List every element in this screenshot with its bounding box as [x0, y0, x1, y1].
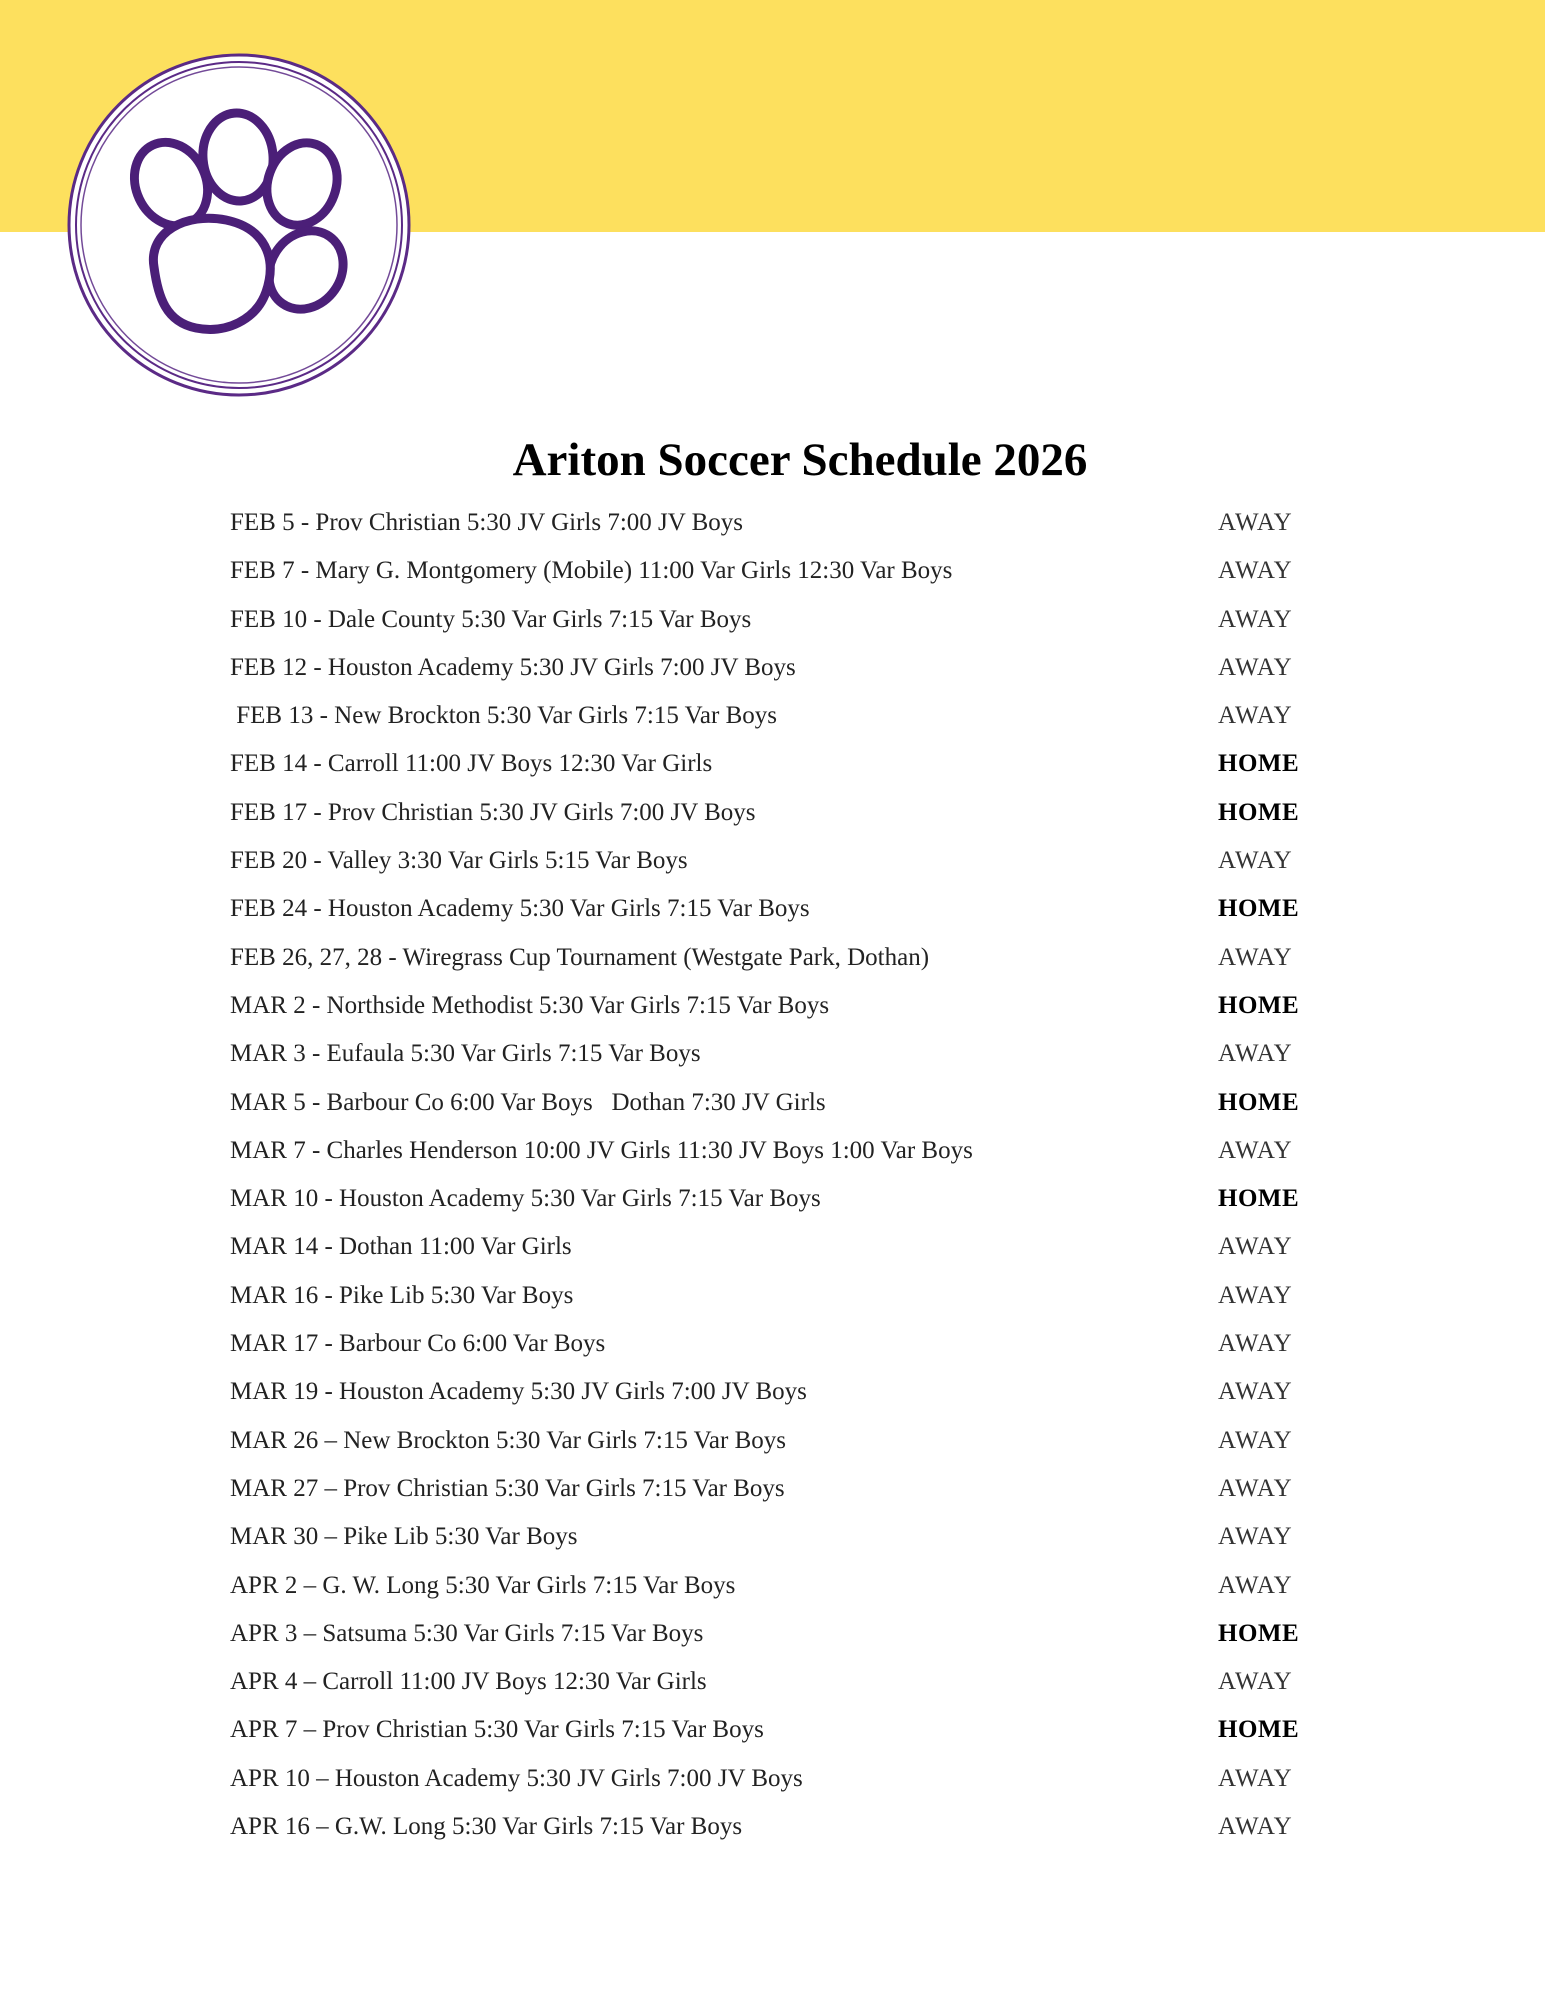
schedule-row — [230, 792, 1370, 840]
game-location: AWAY — [1218, 1668, 1293, 1696]
game-location: AWAY — [1218, 509, 1293, 536]
game-location: AWAY — [1218, 1378, 1293, 1406]
game-description: APR 7 – Prov Christian 5:30 Var Girls 7:15 Var Boys — [230, 1716, 764, 1744]
game-description: FEB 24 - Houston Academy 5:30 Var Girls 7:15 Var Boys — [230, 895, 810, 923]
schedule-row — [230, 1275, 1370, 1323]
game-description: MAR 19 - Houston Academy 5:30 JV Girls 7:00 JV Boys — [230, 1378, 807, 1406]
schedule-row — [230, 1371, 1370, 1419]
schedule-row — [230, 888, 1370, 936]
schedule-row — [230, 1758, 1370, 1806]
game-description: MAR 27 – Prov Christian 5:30 Var Girls 7:15 Var Boys — [230, 1474, 785, 1502]
schedule-row — [230, 1323, 1370, 1371]
schedule-row — [230, 1082, 1370, 1130]
game-location: AWAY — [1218, 1281, 1293, 1309]
game-description: FEB 10 - Dale County 5:30 Var Girls 7:15 Var Boys — [230, 605, 752, 633]
schedule-row — [230, 1033, 1370, 1081]
schedule-row — [230, 550, 1370, 598]
game-description: MAR 26 – New Brockton 5:30 Var Girls 7:15 Var Boys — [230, 1426, 787, 1454]
game-description: MAR 5 - Barbour Co 6:00 Var Boys Dothan 7:30 JV Girls — [230, 1088, 826, 1116]
game-location: AWAY — [1218, 1136, 1293, 1164]
game-description: MAR 17 - Barbour Co 6:00 Var Boys — [230, 1330, 606, 1358]
schedule-row — [230, 743, 1370, 791]
game-location: AWAY — [1218, 1233, 1293, 1261]
game-location: HOME — [1218, 895, 1300, 923]
game-description: MAR 30 – Pike Lib 5:30 Var Boys — [230, 1523, 578, 1551]
schedule-row — [230, 1178, 1370, 1226]
game-location: HOME — [1218, 1619, 1300, 1647]
game-description: FEB 14 - Carroll 11:00 JV Boys 12:30 Var Girls — [230, 750, 713, 778]
schedule-row — [230, 1420, 1370, 1468]
game-location: HOME — [1218, 991, 1300, 1019]
game-description: APR 4 – Carroll 11:00 JV Boys 12:30 Var Girls — [230, 1668, 707, 1696]
game-description: APR 16 – G.W. Long 5:30 Var Girls 7:15 Var Boys — [230, 1813, 743, 1841]
schedule-row — [230, 1226, 1370, 1274]
schedule-row — [230, 840, 1370, 888]
game-location: AWAY — [1218, 1474, 1293, 1502]
game-description: FEB 7 - Mary G. Montgomery (Mobile) 11:00 Var Girls 12:30 Var Boys — [230, 557, 953, 585]
schedule-row — [230, 1613, 1370, 1661]
game-description: MAR 3 - Eufaula 5:30 Var Girls 7:15 Var Boys — [230, 1040, 701, 1068]
schedule-row — [230, 1709, 1370, 1757]
game-location: AWAY — [1218, 1813, 1293, 1841]
game-description: FEB 26, 27, 28 - Wiregrass Cup Tournament (Westgate Park, Dothan) — [230, 943, 930, 971]
schedule-row — [230, 695, 1370, 743]
game-description: FEB 12 - Houston Academy 5:30 JV Girls 7:00 JV Boys — [230, 653, 796, 681]
page-title: Ariton Soccer Schedule 2026 — [512, 434, 1088, 486]
game-location: AWAY — [1218, 847, 1293, 875]
team-logo — [66, 52, 412, 398]
game-description: MAR 14 - Dothan 11:00 Var Girls — [230, 1233, 572, 1261]
game-location: HOME — [1218, 750, 1300, 778]
schedule-row — [230, 647, 1370, 695]
schedule-row — [230, 599, 1370, 647]
schedule-row — [230, 937, 1370, 985]
schedule-row — [230, 1565, 1370, 1613]
game-description: MAR 2 - Northside Methodist 5:30 Var Girls 7:15 Var Boys — [230, 991, 830, 1019]
game-description: MAR 10 - Houston Academy 5:30 Var Girls 7:15 Var Boys — [230, 1185, 821, 1213]
schedule-row — [230, 502, 1370, 550]
game-description: MAR 16 - Pike Lib 5:30 Var Boys — [230, 1281, 574, 1309]
schedule-row — [230, 1806, 1370, 1854]
game-location: AWAY — [1218, 557, 1293, 585]
game-location: HOME — [1218, 1716, 1300, 1744]
game-location: AWAY — [1218, 653, 1293, 681]
game-description: FEB 20 - Valley 3:30 Var Girls 5:15 Var Boys — [230, 847, 688, 875]
schedule-row — [230, 1516, 1370, 1564]
game-location: AWAY — [1218, 943, 1293, 971]
game-location: AWAY — [1218, 1764, 1293, 1792]
paw-print-icon — [66, 52, 412, 398]
game-description: FEB 17 - Prov Christian 5:30 JV Girls 7:00 JV Boys — [230, 798, 756, 826]
game-location: AWAY — [1218, 1523, 1293, 1551]
schedule-row — [230, 1468, 1370, 1516]
game-location: AWAY — [1218, 702, 1293, 730]
schedule-row — [230, 1661, 1370, 1709]
schedule-row — [230, 1130, 1370, 1178]
schedule-list — [230, 502, 1370, 1854]
game-description: FEB 13 - New Brockton 5:30 Var Girls 7:15 Var Boys — [230, 702, 777, 730]
game-description: APR 2 – G. W. Long 5:30 Var Girls 7:15 Var Boys — [230, 1571, 736, 1599]
game-location: HOME — [1218, 1185, 1300, 1213]
game-description: MAR 7 - Charles Henderson 10:00 JV Girls 11:30 JV Boys 1:00 Var Boys — [230, 1136, 973, 1164]
game-location: AWAY — [1218, 1571, 1293, 1599]
game-location: HOME — [1218, 798, 1300, 826]
game-location: AWAY — [1218, 1040, 1293, 1068]
game-location: AWAY — [1218, 1330, 1293, 1358]
game-location: HOME — [1218, 1088, 1300, 1116]
schedule-row — [230, 985, 1370, 1033]
game-location: AWAY — [1218, 605, 1293, 633]
game-description: FEB 5 - Prov Christian 5:30 JV Girls 7:00 JV Boys — [230, 509, 744, 536]
game-location: AWAY — [1218, 1426, 1293, 1454]
game-description: APR 3 – Satsuma 5:30 Var Girls 7:15 Var Boys — [230, 1619, 704, 1647]
game-description: APR 10 – Houston Academy 5:30 JV Girls 7:00 JV Boys — [230, 1764, 803, 1792]
